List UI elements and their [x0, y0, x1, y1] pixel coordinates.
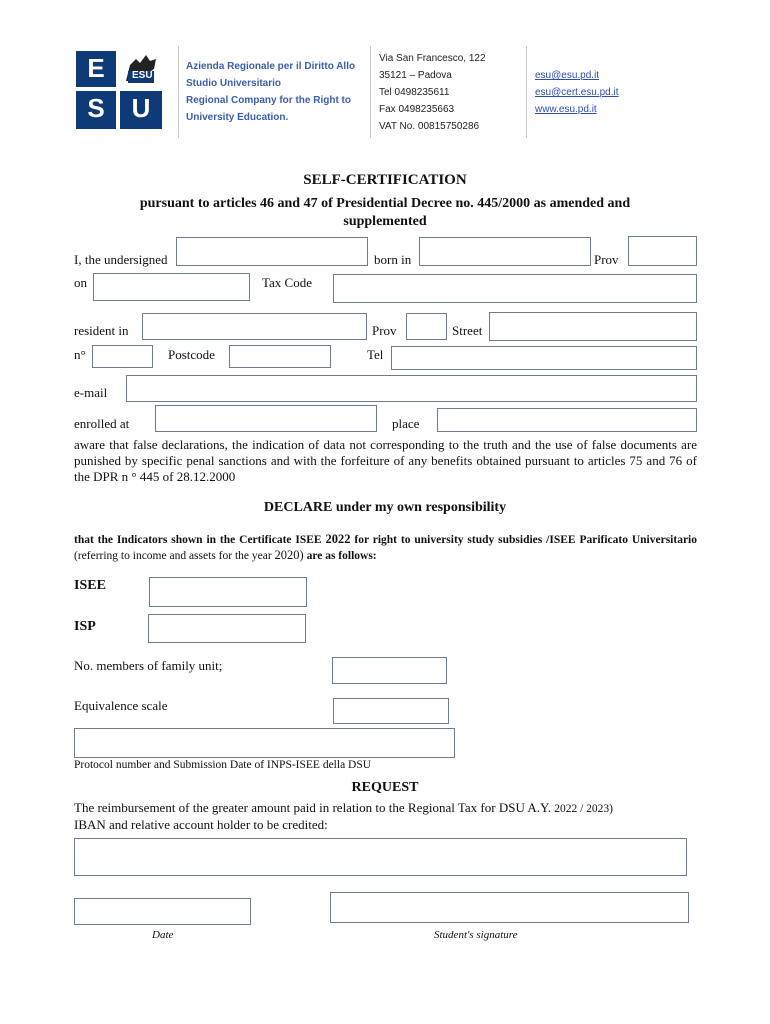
esu-logo	[76, 51, 162, 129]
enrolled-at-field[interactable]	[155, 405, 377, 432]
street-label: Street	[452, 323, 483, 338]
request-heading: REQUEST	[351, 780, 419, 795]
declare-income-year: 2020)	[274, 548, 304, 562]
header-divider-3	[526, 46, 527, 138]
place-label: place	[392, 416, 420, 431]
isp-label: ISP	[74, 619, 96, 634]
protocol-label: Protocol number and Submission Date of INPS-ISEE della DSU	[74, 759, 372, 771]
equivalence-scale-field[interactable]	[333, 698, 449, 724]
isee-label: ISEE	[74, 578, 106, 593]
iban-instruction: IBAN and relative account holder to be credited:	[74, 817, 328, 832]
logo-letter-s: S	[76, 91, 116, 129]
request-academic-year: 2022 / 2023)	[554, 803, 613, 815]
tax-code-label: Tax Code	[262, 275, 312, 290]
website-link[interactable]: www.esu.pd.it	[535, 104, 597, 115]
enrolled-at-label: enrolled at	[74, 416, 130, 431]
family-members-field[interactable]	[332, 657, 447, 684]
org-name	[186, 58, 355, 126]
document-title: SELF-CERTIFICATION	[303, 172, 467, 188]
residence-city-field[interactable]	[142, 313, 367, 340]
residence-prov-label: Prov	[372, 323, 397, 338]
logo-letter-u: U	[120, 91, 162, 129]
address-line: Fax 0498235663	[379, 104, 455, 115]
request-statement	[74, 800, 613, 833]
iban-holder-field[interactable]	[74, 838, 687, 876]
logo-letter-e: E	[76, 51, 116, 87]
email-label: e-mail	[74, 385, 108, 400]
address-line: 35121 – Padova	[379, 70, 452, 81]
signature-label: Student's signature	[434, 929, 518, 941]
birthplace-field[interactable]	[419, 237, 591, 266]
declare-text-part: are as follows:	[306, 550, 377, 562]
protocol-field[interactable]	[74, 728, 455, 758]
address-line: Via San Francesco, 122	[379, 53, 486, 64]
postcode-label: Postcode	[168, 347, 215, 362]
family-members-label: No. members of family unit;	[74, 658, 223, 673]
enrolled-place-field[interactable]	[437, 408, 697, 432]
born-in-label: born in	[374, 252, 412, 267]
org-contacts	[535, 67, 619, 118]
request-text: The reimbursement of the greater amount paid in relation to the Regional Tax for DSU A.Y.	[74, 800, 551, 815]
tel-field[interactable]	[391, 346, 697, 370]
org-line: Regional Company for the Right to	[186, 95, 351, 106]
birth-date-field[interactable]	[93, 273, 250, 301]
tel-label: Tel	[367, 347, 384, 362]
address-line: VAT No. 00815750286	[379, 121, 480, 132]
postcode-field[interactable]	[229, 345, 331, 368]
birth-date-label: on	[74, 275, 87, 290]
residence-prov-field[interactable]	[406, 313, 447, 340]
street-number-field[interactable]	[92, 345, 153, 368]
org-line: Studio Universitario	[186, 78, 282, 89]
birth-prov-label: Prov	[594, 252, 619, 267]
org-line: University Education.	[186, 112, 289, 123]
logo-griffin-icon	[120, 51, 162, 87]
header-divider-2	[370, 46, 371, 138]
logo-badge-text: ESU	[132, 70, 153, 81]
date-field[interactable]	[74, 898, 251, 925]
undersigned-label: I, the undersigned	[74, 252, 168, 267]
header-divider-1	[178, 46, 179, 138]
declare-text-part: (referring to income and assets for the year	[74, 550, 272, 562]
declare-text-part: for right to university study subsidies /ISEE Parificato Universitario	[354, 534, 698, 546]
resident-in-label: resident in	[74, 323, 129, 338]
email-field[interactable]	[126, 375, 697, 402]
declare-isee-year: 2022	[325, 532, 351, 546]
awareness-statement: aware that false declarations, the indication of data not corresponding to the truth and the use of false documents are punished by specific penal sanctions and with the forfeiture of any benefits obtained pursuant to articles 75 and 76 of the DPR n ° 445 of 28.12.2000	[74, 437, 697, 484]
org-address	[379, 50, 486, 135]
equivalence-scale-label: Equivalence scale	[74, 698, 168, 713]
email-link[interactable]: esu@esu.pd.it	[535, 70, 600, 81]
pec-email-link[interactable]: esu@cert.esu.pd.it	[535, 87, 619, 98]
declare-heading: DECLARE under my own responsibility	[263, 500, 507, 515]
street-field[interactable]	[489, 312, 697, 341]
org-line: Azienda Regionale per il Diritto Allo	[186, 61, 356, 72]
street-number-label: n°	[74, 347, 86, 362]
date-label: Date	[152, 929, 174, 941]
isp-field[interactable]	[148, 614, 306, 643]
declare-statement	[74, 532, 697, 564]
address-line: Tel 0498235611	[379, 87, 450, 98]
signature-field[interactable]	[330, 892, 689, 923]
isee-field[interactable]	[149, 577, 307, 607]
tax-code-field[interactable]	[333, 274, 697, 303]
undersigned-name-field[interactable]	[176, 237, 368, 266]
birth-prov-field[interactable]	[628, 236, 697, 266]
declare-text-part: that the Indicators shown in the Certificate ISEE	[74, 534, 322, 546]
document-subtitle: pursuant to articles 46 and 47 of Presidential Decree no. 445/2000 as amended and supplemented	[139, 196, 631, 229]
